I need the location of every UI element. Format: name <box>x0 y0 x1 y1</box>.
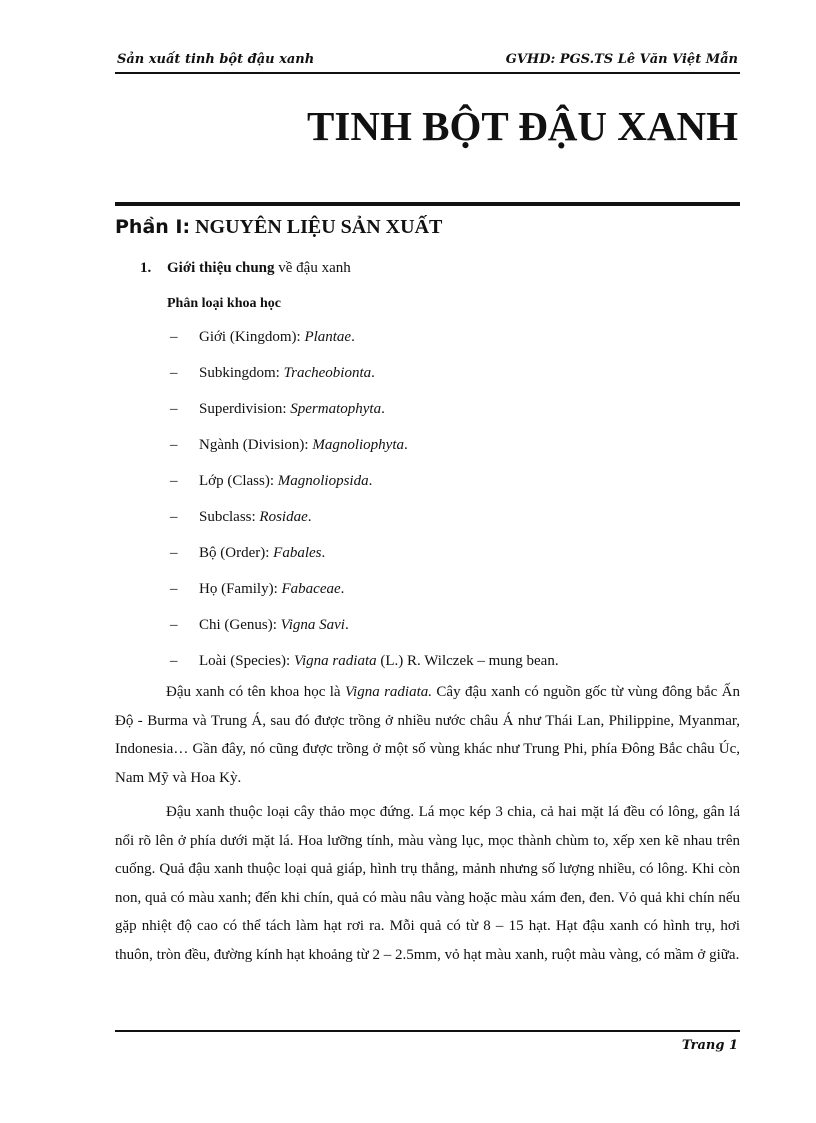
taxon-end: . <box>307 509 312 525</box>
taxon-label: Lớp (Class): <box>199 473 275 489</box>
taxon-value: Fabaceae <box>281 581 341 597</box>
taxonomy-list <box>170 326 559 686</box>
list-item <box>170 470 559 506</box>
title-rule <box>115 202 740 206</box>
taxon-end: . <box>403 437 408 453</box>
section-number: 1. <box>140 260 152 276</box>
header-supervisor: GVHD: PGS.TS Lê Văn Việt Mẫn <box>505 52 738 67</box>
taxon-end: . <box>368 473 373 489</box>
taxon-value: Tracheobionta <box>283 365 372 381</box>
taxon-value: Rosidae <box>259 509 308 525</box>
part-title: NGUYÊN LIỆU SẢN XUẤT <box>195 216 443 238</box>
bullet-dash: – <box>170 581 178 597</box>
section-title-rest: về đậu xanh <box>278 260 351 276</box>
taxon-value: Plantae <box>304 329 352 345</box>
list-item <box>170 614 559 650</box>
taxon-label: Ngành (Division): <box>199 437 309 453</box>
taxon-label: Bộ (Order): <box>199 545 270 561</box>
page-title: TINH BỘT ĐẬU XANH <box>307 103 738 149</box>
taxon-end: . <box>381 401 385 417</box>
bullet-dash: – <box>170 365 178 381</box>
taxon-label: Loài (Species): <box>199 653 291 669</box>
taxon-end: . <box>351 329 355 345</box>
section-heading <box>140 257 351 279</box>
taxon-label: Chi (Genus): <box>199 617 277 633</box>
part-heading <box>115 214 442 240</box>
page-header <box>115 50 740 70</box>
footer-rule <box>115 1030 740 1032</box>
taxon-end: (L.) R. Wilczek – mung bean. <box>380 653 559 669</box>
taxon-label: Superdivision: <box>199 401 287 417</box>
bullet-dash: – <box>170 329 178 345</box>
list-item <box>170 398 559 434</box>
taxon-value: Vigna radiata <box>293 653 377 669</box>
paragraph-origin-species: Vigna radiata. <box>344 684 433 700</box>
taxon-value: Fabales <box>273 545 322 561</box>
taxon-value: Magnoliophyta <box>312 437 404 453</box>
taxon-label: Subclass: <box>199 509 256 525</box>
list-item <box>170 506 559 542</box>
taxon-value: Vigna Savi <box>280 617 345 633</box>
part-label: Phần I: <box>115 216 191 238</box>
taxon-end: . <box>340 581 345 597</box>
list-item <box>170 434 559 470</box>
taxon-value: Magnoliopsida <box>277 473 369 489</box>
taxon-value: Spermatophyta <box>290 401 382 417</box>
bullet-dash: – <box>170 401 178 417</box>
header-rule <box>115 72 740 74</box>
paragraph-origin-intro: Đậu xanh có tên khoa học là <box>166 684 341 700</box>
bullet-dash: – <box>170 545 178 561</box>
bullet-dash: – <box>170 653 178 669</box>
bullet-dash: – <box>170 509 178 525</box>
header-document-title: Sản xuất tinh bột đậu xanh <box>117 52 315 67</box>
paragraph-description: Đậu xanh thuộc loại cây thảo mọc đứng. Lá mọc kép 3 chia, cả hai mặt lá đều có lông, gân lá nổi rõ lên ở phía dưới mặt lá. Hoa lưỡng tính, màu vàng lục, mọc thành chùm to, xếp xen kẽ nhau trên cuống. Quả đậu xanh thuộc loại quả giáp, hình trụ thẳng, mảnh nhưng số lượng nhiều, có lông. Khi còn non, quả có màu xanh; đến khi chín, quả có màu nâu vàng hoặc màu xám đen, đen. Vỏ quả khi chín nếu gặp nhiệt độ cao có thể tách làm hạt rơi ra. Mỗi quả có từ 8 – 15 hạt. Hạt đậu xanh có hình trụ, hơi thuôn, tròn đều, đường kính hạt khoảng từ 2 – 2.5mm, vỏ hạt màu xanh, ruột màu vàng, có mầm ở giữa. <box>115 804 740 963</box>
bullet-dash: – <box>170 473 178 489</box>
list-item <box>170 326 559 362</box>
taxon-end: . <box>321 545 326 561</box>
paragraph-origin <box>115 678 740 792</box>
bullet-dash: – <box>170 437 178 453</box>
page-number: Trang 1 <box>681 1038 738 1053</box>
section-title-bold: Giới thiệu chung <box>167 260 275 276</box>
classification-heading: Phân loại khoa học <box>167 296 281 311</box>
paragraph-origin-body: Cây đậu xanh có nguồn gốc từ vùng đông bắc Ấn Độ - Burma và Trung Á, sau đó được trồng ở nhiều nước châu Á như Thái Lan, Philippine, Myanmar, Indonesia… Gần đây, nó cũng được trồng ở một số vùng khác như Trung Phi, phía Đông Bắc châu Úc, Nam Mỹ và Hoa Kỳ. <box>115 684 741 786</box>
taxon-label: Giới (Kingdom): <box>199 329 301 345</box>
bullet-dash: – <box>170 617 178 633</box>
list-item <box>170 362 559 398</box>
list-item <box>170 578 559 614</box>
taxon-end: . <box>344 617 349 633</box>
taxon-end: . <box>371 365 375 381</box>
list-item <box>170 542 559 578</box>
taxon-label: Họ (Family): <box>199 581 278 597</box>
taxon-label: Subkingdom: <box>199 365 280 381</box>
